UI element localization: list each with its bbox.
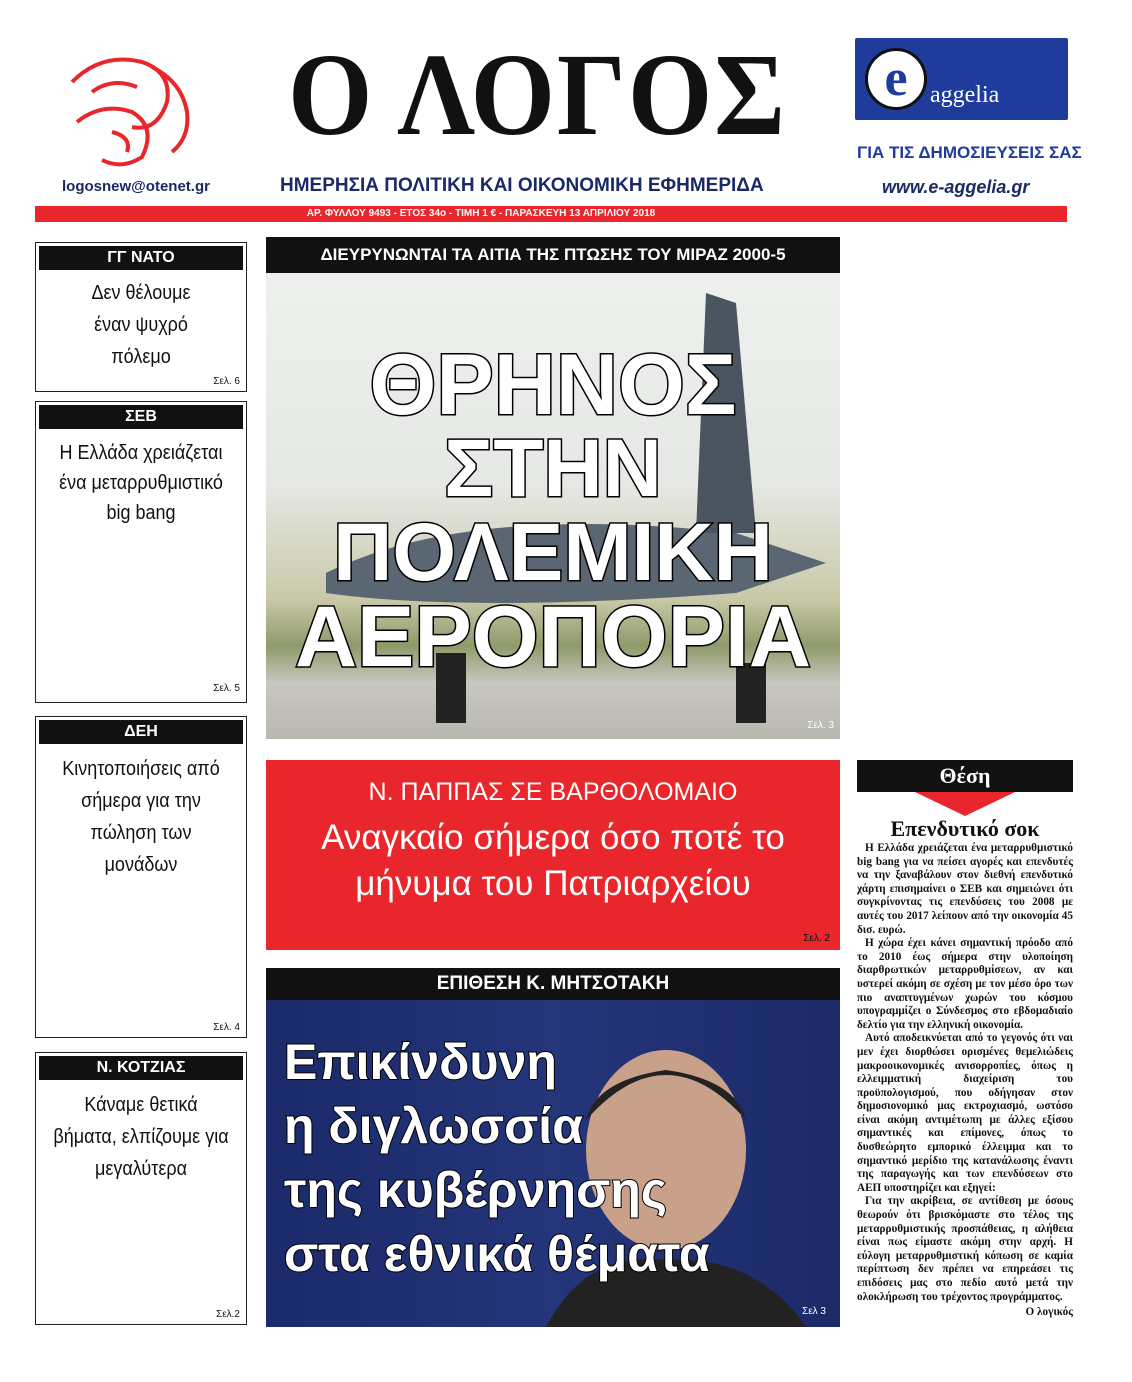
newspaper-subtitle: ΗΜΕΡΗΣΙΑ ΠΟΛΙΤΙΚΗ ΚΑΙ ΟΙΚΟΝΟΜΙΚΗ ΕΦΗΜΕΡΙΔΑ [280, 175, 764, 196]
sidebar-label: ΔΕΗ [39, 720, 243, 744]
story-kicker: Ν. ΠΑΠΠΑΣ ΣΕ ΒΑΡΘΟΛΟΜΑΙΟ [368, 778, 738, 806]
sidebar-label: ΓΓ ΝΑΤΟ [39, 246, 243, 270]
story-pappas[interactable] [266, 760, 840, 950]
sidebar-story-nato[interactable] [35, 242, 247, 392]
sidebar-headline: Δεν θέλουμε έναν ψυχρό πόλεμο [91, 282, 191, 368]
sidebar-story-sev[interactable] [35, 401, 247, 703]
sidebar-story-kotzias[interactable] [35, 1052, 247, 1325]
logo-illustration [62, 52, 202, 172]
ad-logo: e [865, 48, 927, 110]
page-ref: Σελ. 3 [807, 720, 834, 731]
story-headline: Αναγκαίο σήμερα όσο ποτέ το μήνυμα του Πατριαρχείου [321, 818, 785, 903]
editorial-section: Θέση [857, 760, 1073, 792]
newspaper-title: Ο ΛΟΓΟΣ [288, 29, 787, 160]
editorial-title: Επενδυτικό σοκ [890, 816, 1040, 841]
issue-info-bar: ΑΡ. ΦΥΛΛΟΥ 9493 - ΕΤΟΣ 34ο - ΤΙΜΗ 1 € - ΠΑΡΑΣΚΕΥΗ 13 ΑΠΡΙΛΙΟΥ 2018 [35, 206, 1067, 222]
sidebar-label: Ν. ΚΟΤΖΙΑΣ [39, 1056, 243, 1080]
ad-name: aggelia [930, 82, 1000, 108]
page-ref: Σελ. 2 [803, 933, 830, 944]
page-ref: Σελ. 5 [213, 683, 240, 694]
editorial-red-arrow [915, 792, 1015, 816]
contact-email[interactable]: logosnew@otenet.gr [62, 178, 210, 195]
ad-tagline: ΓΙΑ ΤΙΣ ΔΗΜΟΣΙΕΥΣΕΙΣ ΣΑΣ [857, 143, 1082, 162]
page-ref: Σελ 3 [802, 1306, 826, 1317]
page-ref: Σελ. 6 [213, 376, 240, 387]
sidebar-headline: Η Ελλάδα χρειάζεται ένα μεταρρυθμιστικό big bang [59, 442, 223, 524]
jet-photo[interactable] [266, 273, 840, 739]
sidebar-label: ΣΕΒ [39, 405, 243, 429]
page-ref: Σελ.2 [216, 1309, 240, 1320]
sidebar-headline: Κινητοποιήσεις από σήμερα για την πώληση των μονάδων [62, 758, 220, 876]
lead-kicker: ΔΙΕΥΡΥΝΩΝΤΑΙ ΤΑ ΑΙΤΙΑ ΤΗΣ ΠΤΩΣΗΣ ΤΟΥ ΜΙΡΑΖ 2000-5 [266, 237, 840, 273]
ad-url[interactable]: www.e-aggelia.gr [882, 177, 1030, 197]
editorial-signature: Ο λογικός [1025, 1306, 1073, 1319]
lead-headline: ΘΡΗΝΟΣ ΣΤΗΝ ΠΟΛΕΜΙΚΗ ΑΕΡΟΠΟΡΙΑ [294, 337, 812, 685]
story-mitsotakis[interactable] [266, 1000, 840, 1327]
story-kicker: ΕΠΙΘΕΣΗ Κ. ΜΗΤΣΟΤΑΚΗ [266, 968, 840, 1000]
editorial-body: Η Ελλάδα χρειάζεται ένα μεταρρυθμιστικό big bang για να πείσει αγορές και επενδυτές να την ξαναβάλουν στον διεθνή επενδυτικό χάρτη επισημαίνει ο ΣΕΒ και σημειώνει ότι συγκρίνοντας τις επενδύσεις του 2008 με αυτές του 2017 λείπουν από την οικονομία 45 δισ. ευρώ. Η χώρα έχει κάνει σημαντική πρόοδο από το 2010 έως σήμερα στην υλοποίηση διαρθρωτικών μεταρρυθμίσεων, αν και υστερεί ακόμη σε σχέση με τον μέσο όρο των πιο αναπτυγμένων χωρών του κόσμου υπογραμμίζει ο Σύνδεσμος στο εβδομαδιαίο δελτίο για την ελληνική οικονομία. Αυτό αποδεικνύεται από το γεγονός ότι ναι μεν έχει διορθώσει ορισμένες θεμελιώδεις μακροοικονομικές ανισορροπίες, όπως η ελλειμματική διαχείριση του προϋπολογισμού, που οδήγησαν στον δημοσιονομικό μας εκτροχιασμό, ωστόσο είναι ακόμη αντιμέτωπη με άλλες εξίσου σημαντικές και επίμονες, όπως το δυσθεώρητο εμπορικό έλλειμμα και το σημαντικό μερίδιο της κατανάλωσης έναντι της παραγωγής και των επενδύσεων στο ΑΕΠ υποστηρίζει και εξηγεί: Για την ακρίβεια, σε αντίθεση με όσους θεωρούν ότι βρισκόμαστε στο τέλος της μεταρρυθμιστικής προσπάθειας, η αλήθεια είναι πως είμαστε ακόμη στην αρχή. Η εύλογη μεταρρυθμιστική κόπωση σε καμία περίπτωση δεν πρέπει να επηρεάσει τις επιδόσεις μας στο πεδίο αυτό μετά την ολοκλήρωση του τρέχοντος προγράμματος. Ο λογικός [857, 842, 1073, 1319]
sidebar-headline: Κάναμε θετικά βήματα, ελπίζουμε για μεγαλύτερα [53, 1094, 229, 1180]
story-headline: Επικίνδυνη η διγλωσσία της κυβέρνησης στα εθνικά θέματα [284, 1034, 710, 1282]
sidebar-story-dei[interactable] [35, 716, 247, 1038]
page-ref: Σελ. 4 [213, 1022, 240, 1033]
